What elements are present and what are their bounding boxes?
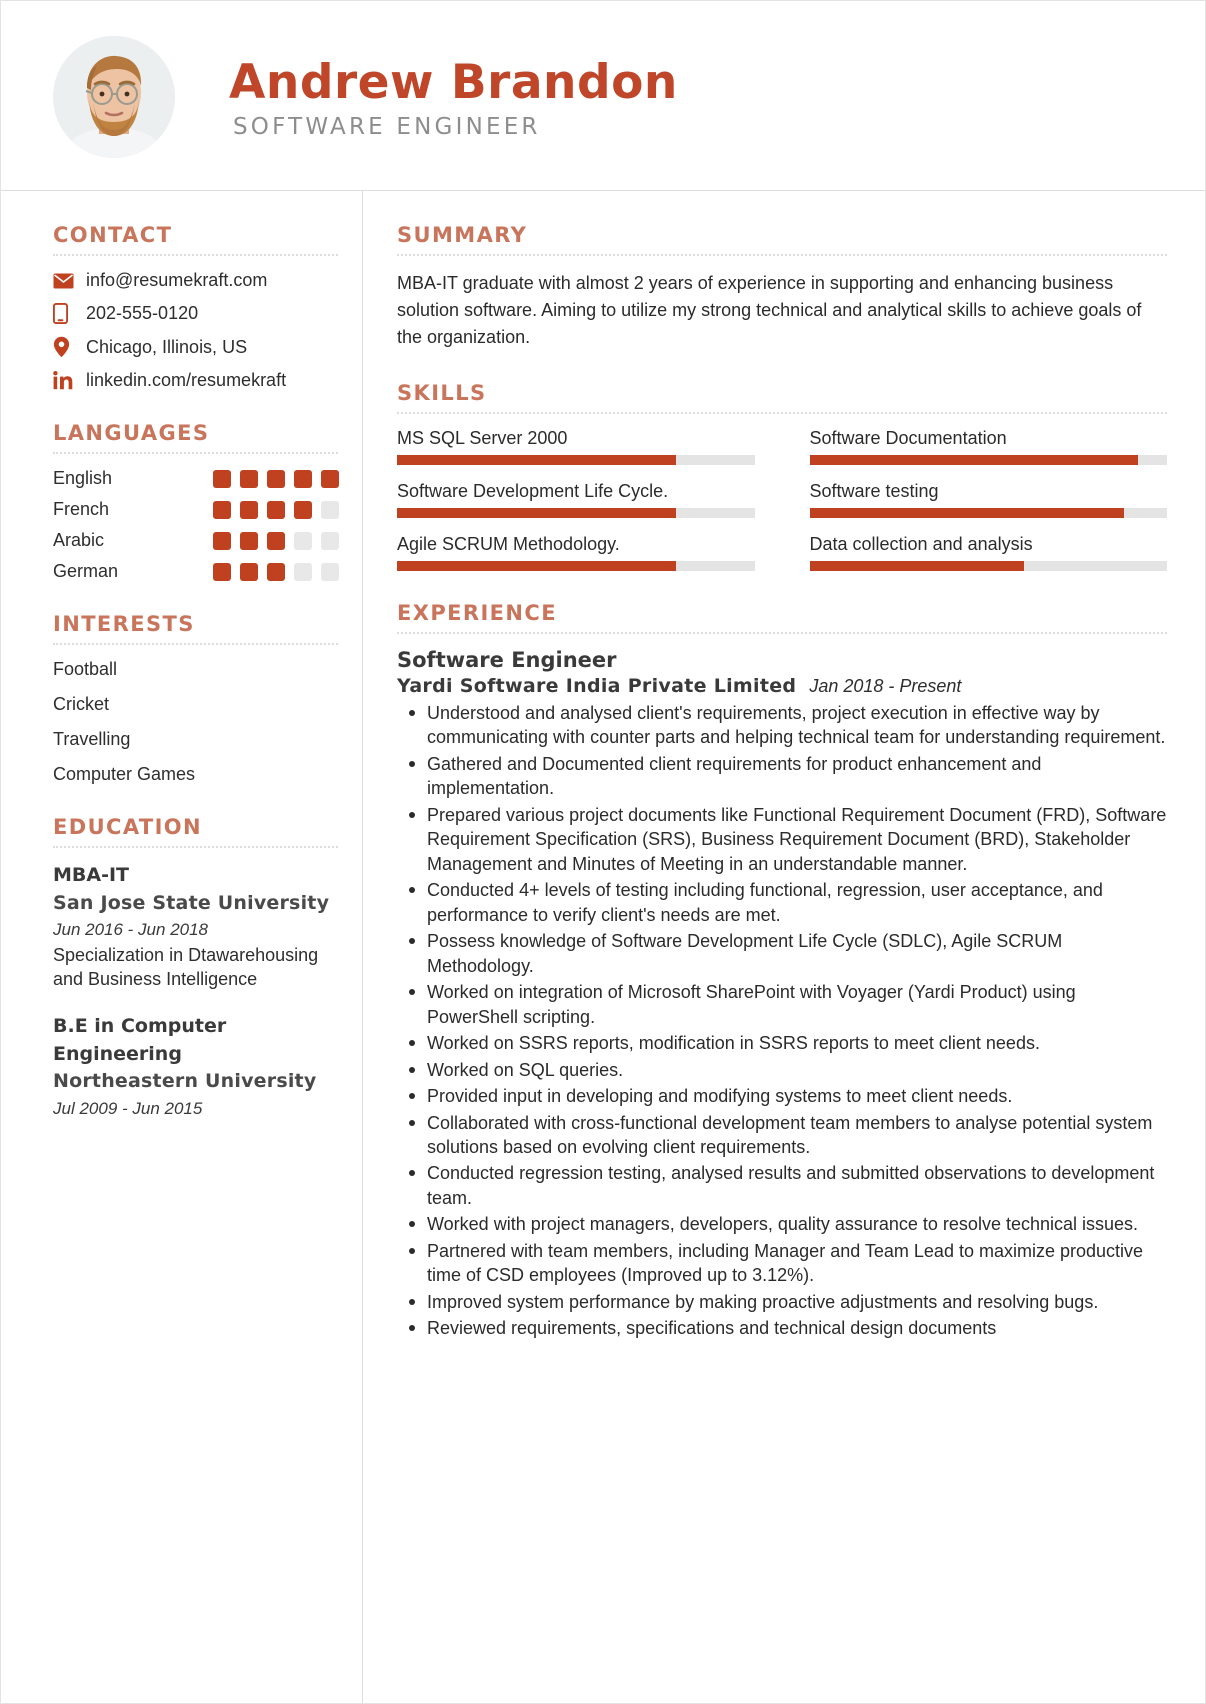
education-degree: MBA-IT: [53, 864, 130, 886]
language-name: French: [53, 499, 110, 519]
level-dot-filled: [240, 532, 258, 550]
level-dot-empty: [321, 501, 339, 519]
education-section: [53, 815, 338, 1121]
list-item: Worked on SSRS reports, modification in SSRS reports to meet client needs.: [397, 1031, 1167, 1055]
level-dot-filled: [240, 563, 258, 581]
linkedin-icon: [53, 371, 79, 390]
envelope-icon: [53, 273, 79, 289]
skill-progress-fill: [810, 455, 1139, 465]
list-item: Understood and analysed client's requirements, project execution in effective way by communicating with counter parts and helping technical team for understanding requirement.: [397, 701, 1167, 750]
skill-name: Software Documentation: [809, 428, 1007, 448]
avatar: [53, 36, 175, 158]
level-dot-filled: [294, 470, 312, 488]
skill-item: [810, 481, 1168, 518]
list-item: Cricket: [53, 694, 110, 714]
level-dot-filled: [267, 563, 285, 581]
education-school: San Jose State University: [53, 891, 330, 914]
experience-heading: EXPERIENCE: [397, 601, 557, 625]
skill-progress-track: [397, 561, 755, 571]
contact-phone-text: 202-555-0120: [86, 303, 199, 323]
education-entry: [53, 1013, 338, 1121]
list-item: Conducted regression testing, analysed results and submitted observations to development team.: [397, 1161, 1167, 1210]
resume-header: [1, 1, 1205, 191]
level-dot-filled: [240, 501, 258, 519]
level-dot-empty: [321, 563, 339, 581]
list-item: Conducted 4+ levels of testing including functional, regression, user acceptance, and performance to verify client's needs are met.: [397, 878, 1167, 927]
divider: [397, 632, 1167, 634]
skill-item: [397, 481, 755, 518]
experience-role: Software Engineer: [397, 648, 617, 672]
experience-company: Yardi Software India Private Limited: [397, 675, 797, 697]
summary-text: MBA-IT graduate with almost 2 years of experience in supporting and enhancing business solution software. Aiming to utilize my strong technical and analytical skills to achieve goals of the organization.: [397, 273, 1142, 347]
list-item: Worked with project managers, developers, quality assurance to resolve technical issues.: [397, 1212, 1167, 1236]
skills-grid: [397, 428, 1167, 571]
language-level-meter: [213, 563, 339, 581]
education-dates: Jul 2009 - Jun 2015: [53, 1098, 203, 1118]
level-dot-filled: [213, 470, 231, 488]
level-dot-filled: [213, 501, 231, 519]
list-item: Prepared various project documents like Functional Requirement Document (FRD), Software Requirement Specification (SRS), Business Requirement Document (BRD), Stakeholder Management and Minutes of Meeting in an understandable manner.: [397, 803, 1167, 876]
job-subtitle: SOFTWARE ENGINEER: [233, 114, 541, 141]
summary-heading: SUMMARY: [397, 223, 528, 247]
skill-name: Software testing: [809, 481, 939, 501]
level-dot-filled: [267, 501, 285, 519]
level-dot-filled: [267, 532, 285, 550]
skill-progress-fill: [810, 561, 1025, 571]
education-entry: [53, 862, 338, 991]
language-row: [53, 468, 338, 489]
education-dates: Jun 2016 - Jun 2018: [53, 920, 209, 940]
list-item: Partnered with team members, including Manager and Team Lead to maximize productive time of CSD employees (Improved up to 3.12%).: [397, 1239, 1167, 1288]
list-item: Gathered and Documented client requirements for product enhancement and implementation.: [397, 752, 1167, 801]
divider: [397, 412, 1167, 414]
interests-list: [53, 659, 338, 785]
contact-item-location[interactable]: [53, 336, 338, 358]
skill-progress-track: [810, 455, 1168, 465]
experience-meta: [397, 675, 1167, 697]
resume-body: [1, 191, 1205, 1703]
divider: [53, 846, 338, 848]
skills-section: [397, 381, 1167, 571]
contact-list: [53, 270, 338, 391]
contact-item-phone[interactable]: [53, 303, 338, 324]
language-row: [53, 530, 338, 551]
skill-item: [810, 534, 1168, 571]
list-item: Worked on SQL queries.: [397, 1058, 1167, 1082]
skill-progress-fill: [397, 508, 676, 518]
skill-progress-fill: [397, 455, 676, 465]
language-row: [53, 499, 338, 520]
skill-name: Agile SCRUM Methodology.: [397, 534, 620, 554]
education-description: Specialization in Dtawarehousing and Business Intelligence: [53, 944, 319, 989]
level-dot-empty: [321, 532, 339, 550]
experience-bullets: [397, 701, 1167, 1341]
level-dot-filled: [213, 532, 231, 550]
contact-linkedin-text: linkedin.com/resumekraft: [86, 370, 287, 390]
skill-progress-track: [810, 508, 1168, 518]
divider: [53, 254, 338, 256]
experience-dates: Jan 2018 - Present: [809, 676, 962, 696]
language-level-meter: [213, 532, 339, 550]
list-item: Collaborated with cross-functional development team members to analyse potential system solutions based on evolving client requirements.: [397, 1111, 1167, 1160]
contact-heading: CONTACT: [53, 223, 173, 247]
languages-section: [53, 421, 338, 582]
list-item: Computer Games: [53, 764, 196, 784]
skill-item: [397, 534, 755, 571]
education-degree: B.E in Computer Engineering: [53, 1015, 227, 1065]
language-name: Arabic: [53, 530, 105, 550]
divider: [53, 643, 338, 645]
list-item: Provided input in developing and modifying systems to meet client needs.: [397, 1084, 1167, 1108]
list-item: Improved system performance by making proactive adjustments and resolving bugs.: [397, 1290, 1167, 1314]
list-item: Possess knowledge of Software Development Life Cycle (SDLC), Agile SCRUM Methodology.: [397, 929, 1167, 978]
summary-section: [397, 223, 1167, 351]
level-dot-filled: [321, 470, 339, 488]
sidebar: [1, 191, 363, 1703]
language-row: [53, 561, 338, 582]
skill-name: MS SQL Server 2000: [397, 428, 568, 448]
interests-section: [53, 612, 338, 785]
divider: [53, 452, 338, 454]
skill-progress-track: [810, 561, 1168, 571]
list-item: Football: [53, 659, 118, 679]
skill-name: Software Development Life Cycle.: [397, 481, 669, 501]
experience-section: [397, 601, 1167, 1341]
level-dot-empty: [294, 532, 312, 550]
map-pin-icon: [53, 336, 79, 358]
list-item: Reviewed requirements, specifications and technical design documents: [397, 1316, 1167, 1340]
contact-item-email[interactable]: [53, 270, 338, 291]
languages-list: [53, 468, 338, 582]
experience-entry: [397, 648, 1167, 1341]
level-dot-filled: [294, 501, 312, 519]
skill-progress-fill: [397, 561, 676, 571]
level-dot-empty: [294, 563, 312, 581]
level-dot-filled: [267, 470, 285, 488]
level-dot-filled: [240, 470, 258, 488]
profile-photo-icon: [53, 36, 175, 158]
page-title: Andrew Brandon: [229, 54, 678, 110]
skill-item: [397, 428, 755, 465]
mobile-phone-icon: [53, 303, 79, 324]
languages-heading: LANGUAGES: [53, 421, 210, 445]
contact-item-linkedin[interactable]: [53, 370, 338, 391]
experience-list: [397, 648, 1167, 1341]
education-heading: EDUCATION: [53, 815, 203, 839]
skills-heading: SKILLS: [397, 381, 487, 405]
skill-progress-track: [397, 508, 755, 518]
header-text-block: [229, 53, 678, 141]
list-item: Travelling: [53, 729, 131, 749]
level-dot-filled: [213, 563, 231, 581]
interests-heading: INTERESTS: [53, 612, 195, 636]
language-level-meter: [213, 470, 339, 488]
skill-name: Data collection and analysis: [809, 534, 1033, 554]
language-name: German: [53, 561, 119, 581]
contact-email-text: info@resumekraft.com: [86, 270, 268, 290]
skill-progress-track: [397, 455, 755, 465]
contact-section: [53, 223, 338, 391]
language-level-meter: [213, 501, 339, 519]
skill-item: [810, 428, 1168, 465]
main-content: [363, 191, 1205, 1703]
education-list: [53, 862, 338, 1121]
language-name: English: [53, 468, 113, 488]
list-item: Worked on integration of Microsoft SharePoint with Voyager (Yardi Product) using PowerShell scripting.: [397, 980, 1167, 1029]
education-school: Northeastern University: [53, 1070, 317, 1093]
skill-progress-fill: [810, 508, 1125, 518]
divider: [397, 254, 1167, 256]
contact-location-text: Chicago, Illinois, US: [86, 336, 248, 357]
